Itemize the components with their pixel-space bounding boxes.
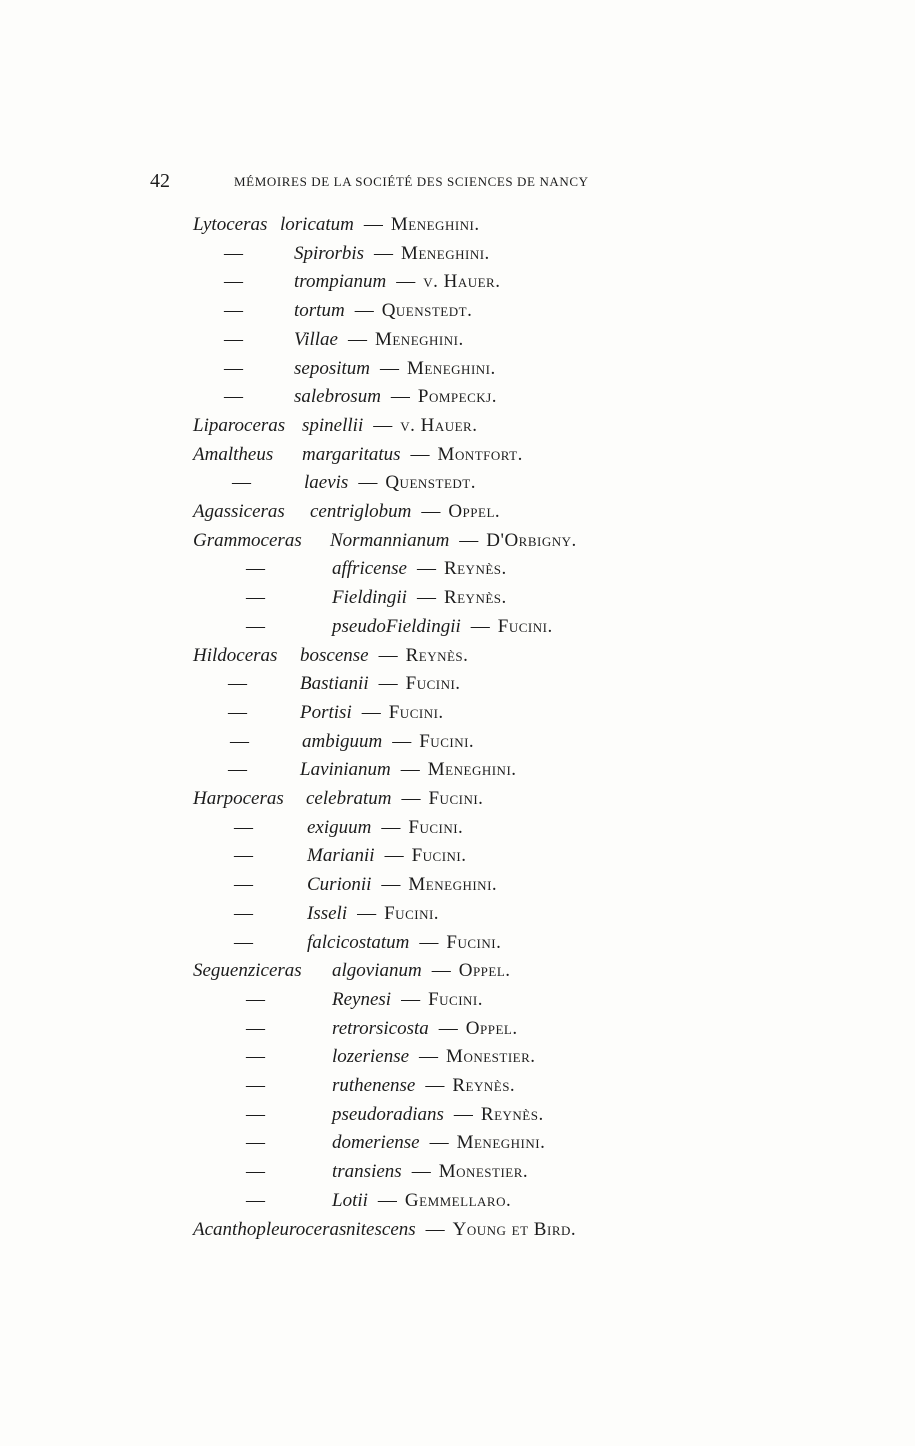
author-separator: — xyxy=(384,845,404,867)
list-item xyxy=(0,501,915,529)
list-item xyxy=(0,243,915,271)
ditto-dash: — xyxy=(234,902,253,924)
species-name: algovianum xyxy=(332,960,422,982)
author-name: v. Hauer. xyxy=(400,414,478,436)
species-name: celebratum xyxy=(306,788,392,809)
author-separator: — xyxy=(410,443,430,465)
author-separator: — xyxy=(416,587,436,609)
author-name: Meneghini. xyxy=(401,242,490,264)
species-name: Villae xyxy=(294,328,338,350)
author-separator: — xyxy=(381,874,401,896)
genus-name: Amaltheus xyxy=(193,443,274,465)
species-name: Portisi xyxy=(300,701,352,723)
list-item xyxy=(0,329,915,357)
ditto-dash: — xyxy=(228,673,247,695)
genus-name: Harpoceras xyxy=(193,788,284,809)
author-name: Fucini. xyxy=(411,845,467,867)
author-separator: — xyxy=(400,759,420,781)
species-name: lozeriense xyxy=(332,1046,410,1068)
genus-name: Seguenziceras xyxy=(193,960,302,982)
species-name: ambiguum xyxy=(302,730,383,752)
list-item xyxy=(0,616,915,644)
list-item xyxy=(0,300,915,328)
author-separator: — xyxy=(358,472,378,494)
species-name: salebrosum xyxy=(294,386,381,408)
list-item xyxy=(0,1104,915,1132)
species-name: Bastianii xyxy=(300,673,369,695)
ditto-dash: — xyxy=(246,587,265,609)
list-item xyxy=(0,415,915,443)
species-name: Reynesi xyxy=(332,988,392,1010)
author-name: Young et Bird. xyxy=(452,1218,577,1240)
list-item xyxy=(0,673,915,701)
author-separator: — xyxy=(431,960,451,982)
list-item xyxy=(0,874,915,902)
author-name: Reynès. xyxy=(443,558,507,580)
author-name: Fucini. xyxy=(408,816,464,838)
ditto-dash: — xyxy=(246,1103,265,1125)
list-item xyxy=(0,530,915,558)
running-title: MÉMOIRES DE LA SOCIÉTÉ DES SCIENCES DE NANCY xyxy=(234,174,589,189)
author-name: Reynès. xyxy=(405,644,469,666)
species-name: falcicostatum xyxy=(307,931,410,953)
page-header xyxy=(150,170,710,192)
ditto-dash: — xyxy=(228,701,247,723)
genus-name: Lytoceras xyxy=(193,214,268,235)
author-name: Monestier. xyxy=(438,1161,529,1183)
list-item xyxy=(0,386,915,414)
species-name: pseudoradians xyxy=(332,1103,444,1125)
author-name: Fucini. xyxy=(428,788,484,809)
list-item xyxy=(0,1161,915,1189)
species-name: Lavinianum xyxy=(300,759,391,781)
author-separator: — xyxy=(374,242,394,264)
genus-name: Liparoceras xyxy=(193,414,286,436)
list-item xyxy=(0,645,915,673)
author-separator: — xyxy=(411,1161,431,1183)
species-name: Isseli xyxy=(307,902,348,924)
author-name: Fucini. xyxy=(428,988,484,1010)
author-name: Reynès. xyxy=(480,1103,544,1125)
author-separator: — xyxy=(373,414,393,436)
author-separator: — xyxy=(425,1218,445,1240)
species-name: transiens xyxy=(332,1161,402,1183)
genus-name: Hildoceras xyxy=(193,644,278,666)
author-separator: — xyxy=(378,644,398,666)
author-separator: — xyxy=(470,615,490,637)
list-item xyxy=(0,587,915,615)
author-name: Fucini. xyxy=(497,615,553,637)
page-number: 42 xyxy=(150,170,170,192)
ditto-dash: — xyxy=(246,1189,265,1211)
author-name: Meneghini. xyxy=(390,214,480,235)
ditto-dash: — xyxy=(234,874,253,896)
species-name: Curionii xyxy=(307,874,372,896)
author-separator: — xyxy=(380,357,399,379)
species-name: pseudoFieldingii xyxy=(332,615,461,637)
ditto-dash: — xyxy=(228,759,247,781)
ditto-dash: — xyxy=(246,615,265,637)
author-separator: — xyxy=(453,1103,473,1125)
author-name: Fucini. xyxy=(419,730,475,752)
author-separator: — xyxy=(392,730,412,752)
species-name: exiguum xyxy=(307,816,372,838)
genus-name: Acanthopleuroceras xyxy=(193,1218,347,1240)
author-separator: — xyxy=(425,1075,445,1096)
author-name: Reynès. xyxy=(452,1075,516,1096)
author-name: Meneghini. xyxy=(408,874,498,896)
species-name: Marianii xyxy=(307,845,375,867)
author-name: Quenstedt. xyxy=(381,300,473,322)
author-separator: — xyxy=(419,1046,439,1068)
list-item xyxy=(0,444,915,472)
author-name: Quenstedt. xyxy=(385,472,476,494)
author-separator: — xyxy=(438,1017,458,1039)
list-item xyxy=(0,472,915,500)
species-name: Lotii xyxy=(332,1189,368,1211)
author-separator: — xyxy=(421,501,441,522)
ditto-dash: — xyxy=(246,1017,265,1039)
author-name: Pompeckj. xyxy=(417,386,497,408)
list-item xyxy=(0,759,915,787)
list-item xyxy=(0,1018,915,1046)
author-name: Oppel. xyxy=(448,501,501,522)
author-name: Monestier. xyxy=(446,1046,536,1068)
ditto-dash: — xyxy=(246,1075,265,1096)
species-name: domeriense xyxy=(332,1132,420,1154)
ditto-dash: — xyxy=(246,988,265,1010)
list-item xyxy=(0,903,915,931)
author-name: Fucini. xyxy=(384,902,440,924)
ditto-dash: — xyxy=(224,386,243,408)
ditto-dash: — xyxy=(246,1161,265,1183)
author-separator: — xyxy=(377,1189,397,1211)
author-name: Meneghini. xyxy=(374,328,464,350)
species-name: affricense xyxy=(332,558,407,580)
species-name: sepositum xyxy=(294,357,370,379)
author-separator: — xyxy=(354,300,374,322)
species-name: ruthenense xyxy=(332,1075,416,1096)
ditto-dash: — xyxy=(234,816,253,838)
list-item xyxy=(0,1075,915,1103)
species-name: Fieldingii xyxy=(332,587,407,609)
author-name: Montfort. xyxy=(437,443,523,465)
species-name: loricatum xyxy=(280,214,354,235)
author-separator: — xyxy=(361,701,381,723)
list-item xyxy=(0,1219,915,1247)
species-name: margaritatus xyxy=(302,443,401,465)
ditto-dash: — xyxy=(246,1132,265,1154)
list-item xyxy=(0,358,915,386)
author-name: Oppel. xyxy=(465,1017,518,1039)
genus-name: Grammoceras xyxy=(193,529,302,551)
ditto-dash: — xyxy=(224,328,243,350)
author-separator: — xyxy=(416,558,436,580)
list-item xyxy=(0,1046,915,1074)
ditto-dash: — xyxy=(224,271,243,293)
list-item xyxy=(0,932,915,960)
list-item xyxy=(0,731,915,759)
species-name: centriglobum xyxy=(310,501,412,522)
ditto-dash: — xyxy=(234,845,253,867)
list-item xyxy=(0,702,915,730)
ditto-dash: — xyxy=(224,242,243,264)
list-item xyxy=(0,1190,915,1218)
ditto-dash: — xyxy=(234,931,253,953)
ditto-dash: — xyxy=(246,558,265,580)
ditto-dash: — xyxy=(246,1046,265,1068)
species-name: laevis xyxy=(304,472,349,494)
list-item xyxy=(0,214,915,242)
species-name: boscense xyxy=(300,644,369,666)
genus-name: Agassiceras xyxy=(193,501,285,522)
ditto-dash: — xyxy=(230,730,249,752)
species-name: trompianum xyxy=(294,271,387,293)
list-item xyxy=(0,271,915,299)
species-name: Normannianum xyxy=(330,529,450,551)
list-item xyxy=(0,1132,915,1160)
author-name: Oppel. xyxy=(458,960,511,982)
list-item xyxy=(0,817,915,845)
list-item xyxy=(0,788,915,816)
author-name: Fucini. xyxy=(388,701,444,723)
author-name: Reynès. xyxy=(443,587,507,609)
species-name: retrorsicosta xyxy=(332,1017,429,1039)
author-separator: — xyxy=(347,328,367,350)
author-name: v. Hauer. xyxy=(423,271,501,293)
list-item xyxy=(0,989,915,1017)
ditto-dash: — xyxy=(232,472,251,494)
list-item xyxy=(0,558,915,586)
list-item xyxy=(0,960,915,988)
author-separator: — xyxy=(363,214,383,235)
author-name: Fucini. xyxy=(446,931,502,953)
author-separator: — xyxy=(390,386,410,408)
author-name: Meneghini. xyxy=(407,357,496,379)
species-name: spinellii xyxy=(302,414,364,436)
author-name: Gemmellaro. xyxy=(404,1189,512,1211)
author-name: D'Orbigny. xyxy=(486,529,577,551)
author-separator: — xyxy=(396,271,416,293)
author-separator: — xyxy=(429,1132,449,1154)
ditto-dash: — xyxy=(224,300,243,322)
species-name: tortum xyxy=(294,300,345,322)
author-separator: — xyxy=(381,816,401,838)
author-separator: — xyxy=(401,788,421,809)
author-name: Meneghini. xyxy=(456,1132,546,1154)
author-name: Meneghini. xyxy=(427,759,517,781)
author-separator: — xyxy=(378,673,398,695)
author-separator: — xyxy=(459,529,479,551)
author-separator: — xyxy=(419,931,439,953)
species-name: nitescens xyxy=(346,1218,416,1240)
author-separator: — xyxy=(401,988,421,1010)
author-separator: — xyxy=(357,902,377,924)
author-name: Fucini. xyxy=(405,673,461,695)
species-name: Spirorbis xyxy=(294,242,365,264)
list-item xyxy=(0,845,915,873)
ditto-dash: — xyxy=(224,357,243,379)
